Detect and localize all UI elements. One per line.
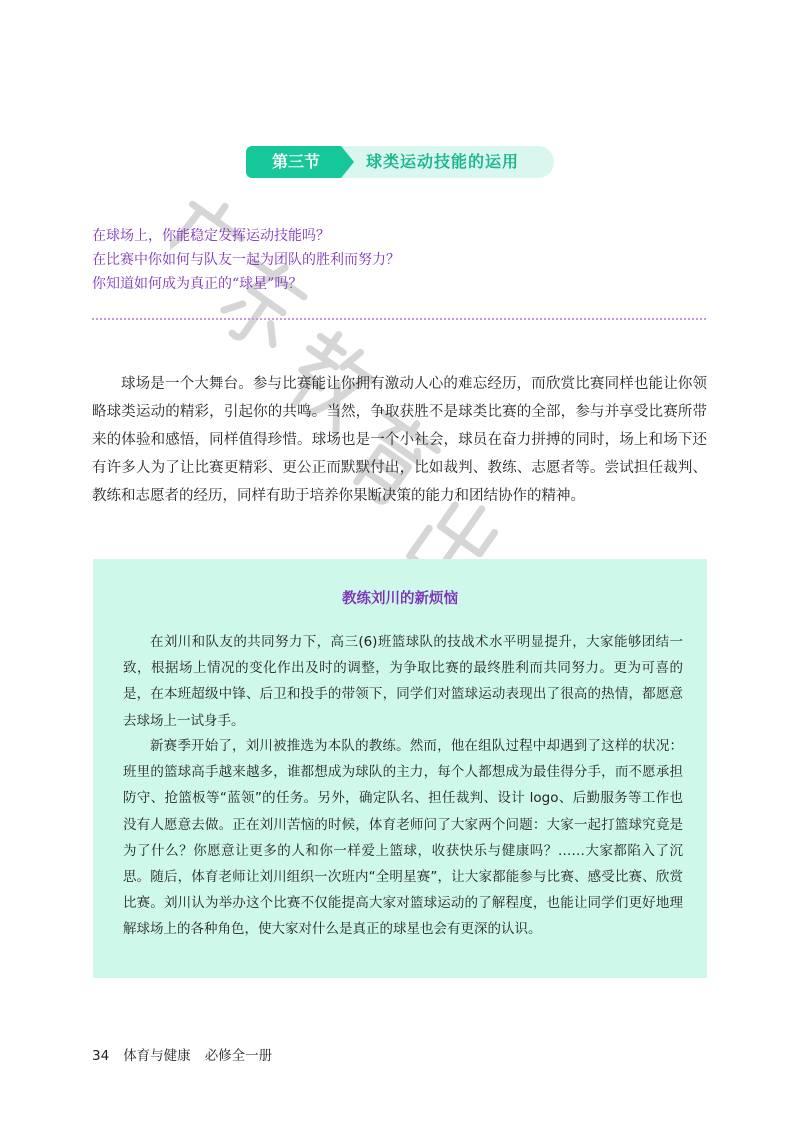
- section-number: 第三节: [271, 152, 320, 171]
- question-item: 在比赛中你如何与队友一起为团队的胜利而努力？: [92, 252, 400, 268]
- book-title: 体育与健康: [123, 1048, 191, 1064]
- case-study-paragraph: 新赛季开始了，刘川被推选为本队的教练。然而，他在组队过程中却遇到了这样的状况：班里的篮球高手越来越多，谁都想成为球队的主力，每个人都想成为最佳得分手，而不愿承担防守、抢篮板等“蓝领”的任务。另外，确定队名、担任裁判、设计 logo、后勤服务等工作也没有人愿意去做。正在刘川苦恼的时候，体育老师问了大家两个问题：大家一起打篮球究竟是为了什么？你愿意让更多的人和你一样爱上篮球，收获快乐与健康吗？……大家都陷入了沉思。随后，体育老师让刘川组织一次班内“全明星赛”，让大家都能参与比赛、感受比赛、欣赏比赛。刘川认为举办这个比赛不仅能提高大家对篮球运动的了解程度，也能让同学们更好地理解球场上的各种角色，使大家对什么是真正的球星也会有更深的认识。: [123, 738, 683, 938]
- dotted-divider: [92, 318, 706, 320]
- guiding-questions: [92, 224, 712, 296]
- page-footer: [92, 1044, 272, 1064]
- case-study-paragraph: 在刘川和队友的共同努力下，高三(6)班篮球队的技战术水平明显提升，大家能够团结一致，根据场上情况的变化作出及时的调整，为争取比赛的最终胜利而共同努力。更为可喜的是，在本班超级中锋、后卫和投手的带领下，同学们对篮球运动表现出了很高的热情，都愿意去球场上一试身手。: [123, 634, 683, 729]
- section-title: 球类运动技能的运用: [366, 152, 520, 171]
- question-item: 你知道如何成为真正的“球星”吗？: [92, 276, 303, 292]
- book-volume: 必修全一册: [204, 1048, 273, 1064]
- section-banner: [246, 146, 554, 178]
- page-number: 34: [92, 1048, 110, 1064]
- intro-paragraph: 球场是一个大舞台。参与比赛能让你拥有激动人心的难忘经历，而欣赏比赛同样也能让你领略球类运动的精彩，引起你的共鸣。当然，争取获胜不是球类比赛的全部，参与并享受比赛所带来的体验和感悟，同样值得珍惜。球场也是一个小社会，球员在奋力拼搏的同时，场上和场下还有许多人为了让比赛更精彩、更公正而默默付出，比如裁判、教练、志愿者等。尝试担任裁判、教练和志愿者的经历，同样有助于培养你果断决策的能力和团结协作的精神。: [92, 376, 707, 504]
- case-study-box: [93, 559, 707, 978]
- question-item: 在球场上，你能稳定发挥运动技能吗？: [92, 228, 330, 244]
- case-study-title: 教练刘川的新烦恼: [342, 590, 458, 607]
